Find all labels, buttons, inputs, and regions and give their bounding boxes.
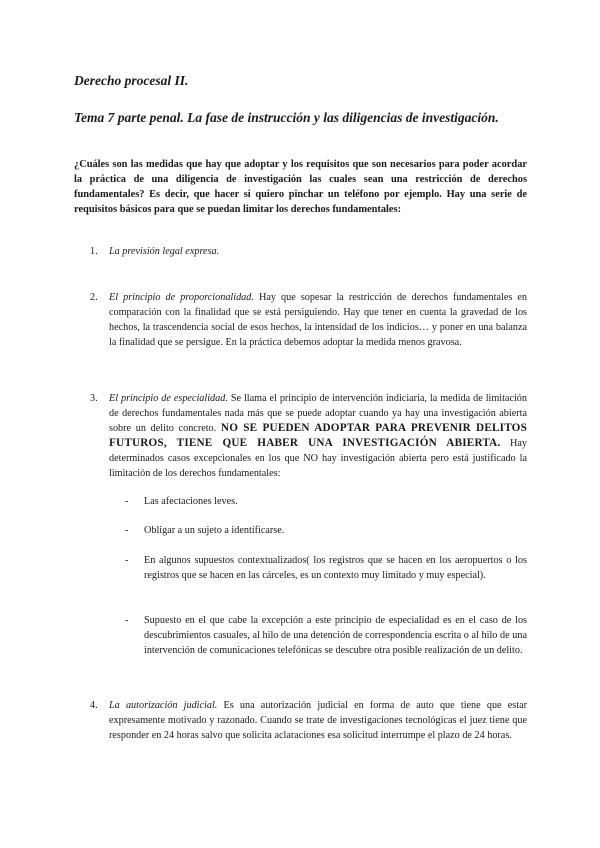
emphasis-text: NO SE PUEDEN ADOPTAR PARA PREVENIR DELITOS FUTUROS, TIENE QUE HABER UNA INVESTIGACIÓN ABIERTA. <box>109 422 527 449</box>
sub-list-item-text: Las afectaciones leves. <box>144 496 238 507</box>
dash-bullet: - <box>125 555 129 566</box>
intro-paragraph: ¿Cuáles son las medidas que hay que adoptar y los requisitos que son necesarios para poder acordar la práctica de una diligencia de investigación las cuales sean una restricción de derechos fundamentales? Es decir, que hacer si quiero pinchar un teléfono por ejemplo. Hay una serie de requisitos básicos para que se puedan limitar los derechos fundamentales: <box>74 159 527 215</box>
sub-list-item-text: Supuesto en el que cabe la excepción a este principio de especialidad es en el caso de los descubrimientos casuales, al hilo de una detención de correspondencia escrita o al hilo de una intervención de comunicaciones telefónicas se descubre otra posible realización de un delito. <box>144 615 527 656</box>
list-item-title: La previsión legal expresa. <box>109 246 220 257</box>
sub-list-item-4 <box>125 613 527 658</box>
list-item-number: 2. <box>90 292 98 303</box>
dash-bullet: - <box>125 496 129 507</box>
list-item-number: 4. <box>90 700 98 711</box>
list-item-title: El principio de especialidad. <box>109 393 228 404</box>
sub-list-item-3 <box>125 553 527 583</box>
list-item-text: Hay que sopesar la restricción de derechos fundamentales en comparación con la finalidad que se está persiguiendo. Hay que tener en cuenta la gravedad de los hechos, la trascendencia social de esos hechos, la intensidad de los indicios… y poner en una balanza la finalidad que se persigue. En la práctica debemos adoptar la medida menos gravosa. <box>109 292 527 348</box>
list-item-2 <box>90 290 527 350</box>
document-subtitle: Tema 7 parte penal. La fase de instrucción y las diligencias de investigación. <box>74 110 499 125</box>
sub-list-item-2 <box>125 523 527 538</box>
list-item-number: 3. <box>90 393 98 404</box>
document-title: Derecho procesal II. <box>74 73 189 88</box>
sub-list-item-text: En algunos supuestos contextualizados( los registros que se hacen en los aeropuertos o los registros que se hacen en las cárceles, es un contexto muy limitado y muy especial). <box>144 555 527 581</box>
list-item-1 <box>90 244 527 259</box>
sub-list-item-1 <box>125 494 527 509</box>
list-item-text-after: Hay determinados casos excepcionales en los que NO hay investigación abierta pero está justificado la limitación de los derechos fundamentales: <box>109 438 527 479</box>
list-item-title: La autorización judicial. <box>109 700 218 711</box>
dash-bullet: - <box>125 525 129 536</box>
list-item-number: 1. <box>90 246 98 257</box>
list-item-4 <box>90 698 527 743</box>
list-item-text: Se llama el principio de intervención indiciaria, la medida de limitación de derechos fundamentales nada más que se puede adoptar cuando ya hay una investigación abierta sobre un delito concreto. <box>109 393 527 434</box>
dash-bullet: - <box>125 615 129 626</box>
sub-list-item-text: Obligar a un sujeto a identificarse. <box>144 525 285 536</box>
list-item-text: Es una autorización judicial en forma de auto que tiene que estar expresamente motivado y razonado. Cuando se trate de investigaciones tecnológicas el juez tiene que responder en 24 horas salvo que solicita aclaraciones esa solicitud interrumpe el plazo de 24 horas. <box>109 700 527 741</box>
list-item-title: El principio de proporcionalidad. <box>109 292 254 303</box>
list-item-3 <box>90 391 527 481</box>
